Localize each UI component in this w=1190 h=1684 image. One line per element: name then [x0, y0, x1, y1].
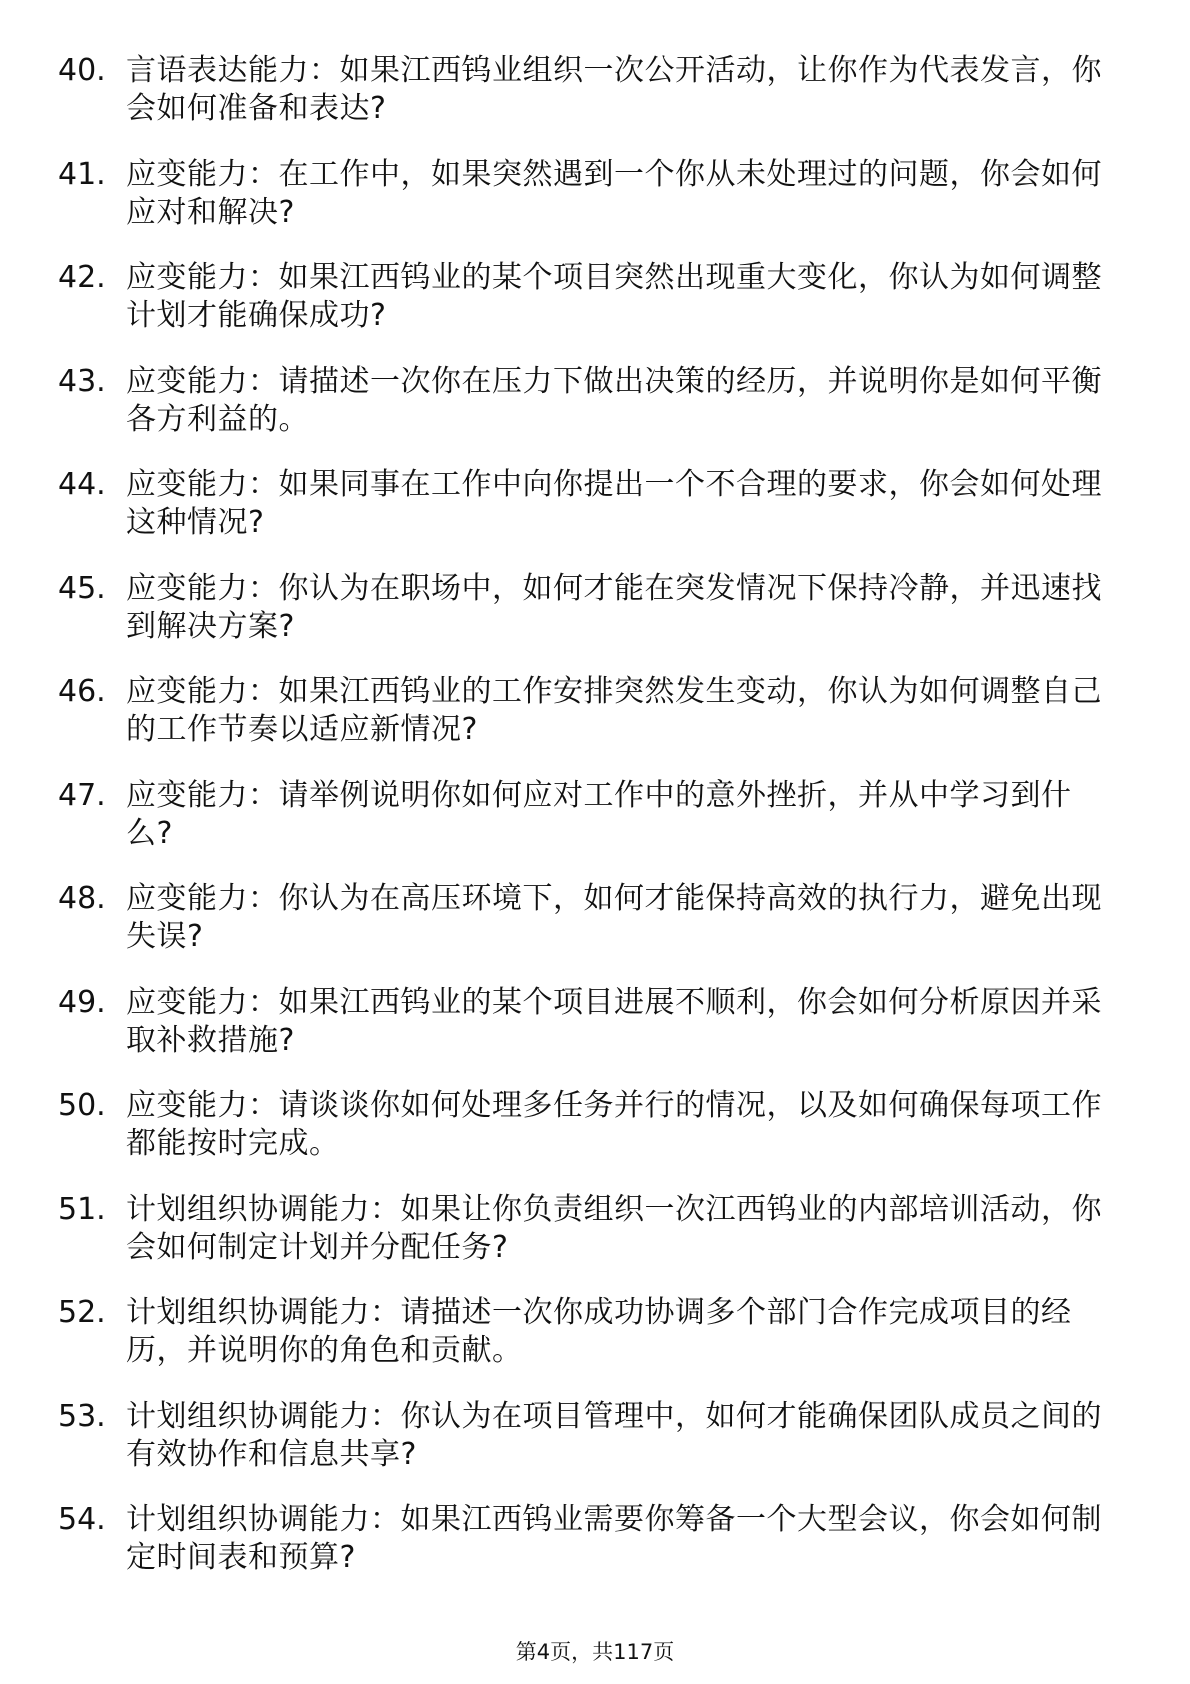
question-item — [58, 1191, 1118, 1295]
question-item — [58, 52, 1118, 156]
question-text: 言语表达能力：如果江西钨业组织一次公开活动，让你作为代表发言，你会如何准备和表达? — [126, 53, 1102, 126]
question-text: 计划组织协调能力：如果江西钨业需要你筹备一个大型会议，你会如何制定时间表和预算? — [126, 1502, 1102, 1575]
question-item — [58, 777, 1118, 881]
question-number: 53. — [58, 1398, 106, 1434]
question-list — [58, 52, 1118, 1605]
question-number: 44. — [58, 467, 106, 502]
page-footer: 第4页，共117页 — [515, 1640, 675, 1664]
question-number: 43. — [58, 363, 106, 399]
question-text: 应变能力：如果江西钨业的某个项目突然出现重大变化，你认为如何调整计划才能确保成功? — [126, 260, 1102, 333]
question-number: 48. — [58, 881, 106, 916]
question-item — [58, 984, 1118, 1088]
question-item — [58, 259, 1118, 363]
question-item — [58, 1294, 1118, 1398]
question-number: 41. — [58, 156, 106, 192]
question-number: 52. — [58, 1295, 106, 1330]
question-item — [58, 1398, 1118, 1502]
question-text: 应变能力：在工作中，如果突然遇到一个你从未处理过的问题，你会如何应对和解决? — [126, 156, 1102, 230]
question-number: 50. — [58, 1088, 106, 1123]
question-text: 计划组织协调能力：请描述一次你成功协调多个部门合作完成项目的经历，并说明你的角色和贡献。 — [126, 1295, 1072, 1368]
question-number: 40. — [58, 53, 106, 88]
question-item — [58, 1087, 1118, 1191]
question-item — [58, 570, 1118, 674]
question-item — [58, 880, 1118, 984]
question-item — [58, 466, 1118, 570]
question-text: 应变能力：如果同事在工作中向你提出一个不合理的要求，你会如何处理这种情况? — [126, 467, 1102, 540]
question-text: 应变能力：请描述一次你在压力下做出决策的经历，并说明你是如何平衡各方利益的。 — [126, 363, 1102, 437]
question-item — [58, 673, 1118, 777]
question-text: 计划组织协调能力：你认为在项目管理中，如何才能确保团队成员之间的有效协作和信息共享? — [126, 1398, 1102, 1472]
question-text: 应变能力：你认为在职场中，如何才能在突发情况下保持冷静，并迅速找到解决方案? — [126, 570, 1102, 644]
question-text: 应变能力：如果江西钨业的某个项目进展不顺利，你会如何分析原因并采取补救措施? — [126, 984, 1102, 1058]
question-text: 应变能力：请举例说明你如何应对工作中的意外挫折，并从中学习到什么? — [126, 777, 1072, 851]
question-number: 46. — [58, 674, 106, 709]
question-number: 42. — [58, 260, 106, 295]
question-text: 应变能力：你认为在高压环境下，如何才能保持高效的执行力，避免出现失误? — [126, 881, 1102, 954]
question-number: 45. — [58, 570, 106, 606]
question-number: 47. — [58, 777, 106, 813]
question-text: 应变能力：如果江西钨业的工作安排突然发生变动，你认为如何调整自己的工作节奏以适应新情况? — [126, 674, 1102, 747]
question-text: 计划组织协调能力：如果让你负责组织一次江西钨业的内部培训活动，你会如何制定计划并分配任务? — [126, 1191, 1102, 1265]
question-text: 应变能力：请谈谈你如何处理多任务并行的情况，以及如何确保每项工作都能按时完成。 — [126, 1088, 1102, 1161]
question-item — [58, 156, 1118, 260]
question-number: 54. — [58, 1502, 106, 1537]
question-number: 49. — [58, 984, 106, 1020]
question-item — [58, 1501, 1118, 1605]
question-item — [58, 363, 1118, 467]
question-number: 51. — [58, 1191, 106, 1227]
